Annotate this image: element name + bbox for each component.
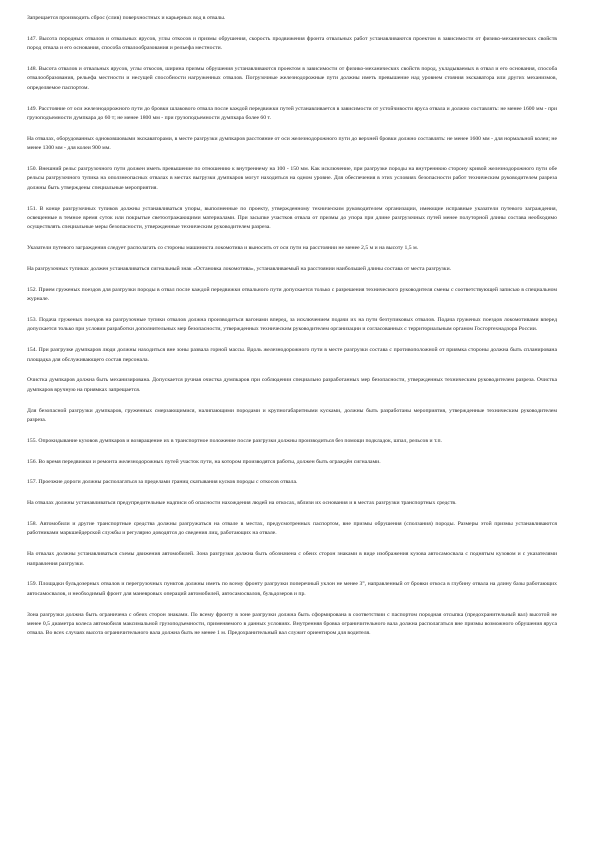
paragraph: 158. Автомобили и другие транспортные средства должны разгружаться на отвале в местах, предусмотренных паспортом, вне призмы обрушения (сползания) породы. Размеры этой призмы устанавливаются работниками маркшейдерской службы и регулярно доводятся до сведения лиц, работающих на отвале. <box>27 521 557 537</box>
paragraph: Для безопасной разгрузки думпкаров, груженных смерзающимися, налипающими породами и крупногабаритными кусками, должны быть разработаны мероприятия, утвержденные техническим руководителем разреза. <box>27 407 557 424</box>
paragraph: 148. Высота отвалов и отвальных ярусов, углы откосов, ширина призмы обрушения устанавливаются проектом в зависимости от физико-механических свойств пород, укладываемых в отвал и его основания, способа отвалообразования, рельефа местности и несущей способности нагруженных отвалов. Погрузочные железнодорожные пути должны иметь превышение над уровнем стояния экскаватора или других механизмов, определяемое паспортом. <box>27 66 557 91</box>
paragraph: 147. Высота породных отвалов и отвальных ярусов, углы откосов и призмы обрушения, скорость продвижения фронта отвальных работ устанавливаются проектом в зависимости от физико-механических свойств пород отвала и его основания, способа отвалообразования и рельефа местности. <box>27 35 557 52</box>
paragraph: На отвалах должны устанавливаться предупредительные надписи об опасности нахождения людей на откосах, вблизи их основания и в местах разгрузки транспортных средств. <box>27 500 457 507</box>
paragraph: 159. Площадки бульдозерных отвалов и перегрузочных пунктов должны иметь по всему фронту разгрузки поперечный уклон не менее 3°, направленный от бровки откоса в глубину отвала на длину базы работающих автосамосвалов, и необходимый фронт для маневровых операций автомобилей, автосамосвалов, бульдозеров и пр. <box>27 581 557 597</box>
paragraph: 155. Опрокидывание кузовов думпкаров и возвращение их в транспортное положение после разгрузки должны производиться без помощи подкладок, шпал, рельсов и т.п. <box>27 437 442 444</box>
paragraph: Зона разгрузки должна быть ограничена с обеих сторон знаками. По всему фронту в зоне разгрузки должна быть сформирована в соответствии с паспортом породная отсыпка (предохранительный вал) высотой не менее 0,5 диаметра колеса автомобиля максимальной грузоподъемности, применяемого в данных условиях. Внутренняя бровка ограничительного вала должна располагаться вне призмы возможного обрушения яруса отвала. Во всех случаях высота ограничительного вала должна быть не менее 1 м. Предохранительный вал служит ориентиром для водителя. <box>27 611 557 637</box>
paragraph: На отвалах, оборудованных одноковшовыми экскаваторами, в месте разгрузки думпкаров расстояние от оси железнодорожного пути до верхней бровки должно составлять: не менее 1600 мм - для нормальной колеи; не менее 1300 мм - для колеи 900 мм. <box>27 135 557 152</box>
paragraph: Указатели путевого заграждения следует располагать со стороны машиниста локомотива и выносить от оси пути на расстоянии не менее 2,5 м и на высоту 1,5 м. <box>27 245 419 252</box>
paragraph: 154. При разгрузке думпкаров люди должны находиться вне зоны развала горной массы. Вдоль железнодорожного пути в месте разгрузки состава с противоположной от приямка стороны должна быть спланирована площадка для обслуживающего состав персонала. <box>27 347 557 363</box>
paragraph: 150. Внешний рельс разгрузочного пути должен иметь превышение по отношению к внутреннему на 100 - 150 мм. Как исключение, при разгрузке породы на внутреннюю сторону кривой железнодорожного пути обе рельсы разгрузочного тупика на оползнеопасных отвалах в местах выгрузки думпкаров могут находиться на одном уровне. Для обеспечения в этих условиях безопасности работ техническим руководителем разреза должны быть утверждены специальные мероприятия. <box>27 166 557 191</box>
paragraph: 153. Подача груженых поездов на разгрузочные тупики отвалов должна производиться вагонами вперед, за исключением подачи их на пути безтупиковых отвалов. Подача груженых поездов локомотивами вперед допускается только при условии разработки дополнительных мер безопасности, утвержденных техническим руководителем организации и согласованных с территориальным органом Госгортехнадзора России. <box>27 317 557 333</box>
paragraph: 152. Прием груженых поездов для разгрузки породы в отвал после каждой передвижки отвального пути допускается только с разрешения технического руководителя смены с соответствующей записью в специальном журнале. <box>27 286 557 303</box>
paragraph: Очистка думпкаров должна быть механизирована. Допускается ручная очистка думпкаров при соблюдении специально разработанных мер безопасности, утвержденных техническим руководителем разреза. Очистка думпкаров вручную на приямках запрещается. <box>27 377 557 393</box>
paragraph: Запрещается производить сброс (слив) поверхностных и карьерных вод в отвалы. <box>27 15 226 21</box>
paragraph: 157. Проезжие дороги должны располагаться за пределами границ скатывания кусков породы с откосов отвала. <box>27 479 298 486</box>
paragraph: На разгрузочных тупиках должен устанавливаться сигнальный знак «Остановка локомотива», устанавливаемый на расстоянии наибольшей длины состава от места разгрузки. <box>27 266 452 273</box>
paragraph: На отвалах должны устанавливаться схемы движения автомобилей. Зона разгрузки должна быть обозначена с обеих сторон знаками в виде изображения кузова автосамосвала с поднятым кузовом и с указателями направления разгрузки. <box>27 551 557 567</box>
paragraph: 149. Расстояние от оси железнодорожного пути до бровки шлакового отвала после каждой передвижки путей устанавливается в зависимости от устойчивости яруса отвала и должно составлять: не менее 1600 мм - при грузоподъемности думпкара до 60 т; не менее 1800 мм - при грузоподъемности думпкара более 60 т. <box>27 105 557 122</box>
paragraph: 156. Во время передвижки и ремонта железнодорожных путей участок пути, на котором производятся работы, должен быть ограждён сигналами. <box>27 458 381 465</box>
paragraph: 151. В конце разгрузочных тупиков должны устанавливаться упоры, выполненные по проекту, утвержденному техническим руководителем организации, имеющие исправные указатели путевого заграждения, освещенные в темное время суток или покрытые светоотражающими материалами. При засыпке участков отвала от призмы до упора при длине разгрузочных путей менее полуторной длины состава необходимо осуществлять специальные меры безопасности, утвержденные техническим руководителем разреза. <box>27 205 557 231</box>
